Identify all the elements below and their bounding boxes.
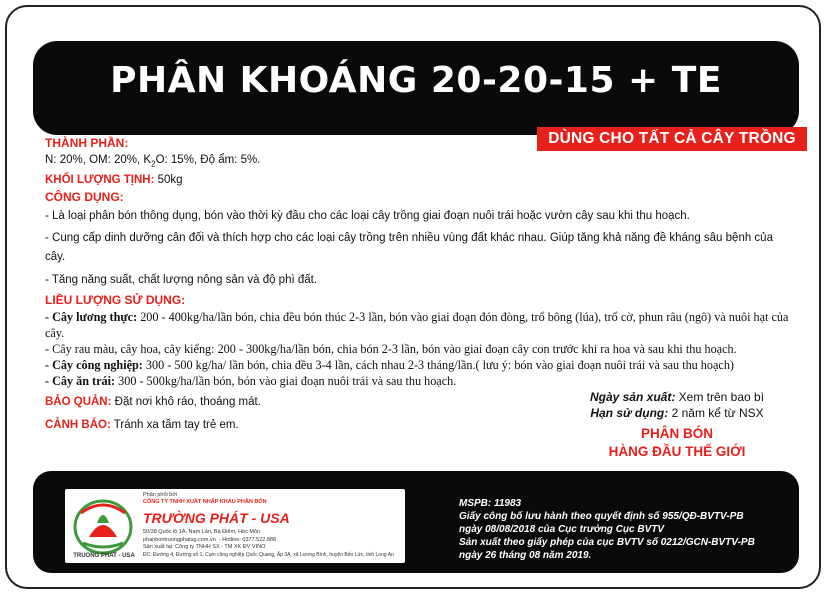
product-label [5, 5, 821, 589]
side-info [562, 389, 792, 461]
warning: CẢNH BÁO: Tránh xa tầm tay trẻ em. [45, 419, 239, 432]
title-band [33, 41, 799, 135]
company-web [143, 537, 276, 543]
reg-line: MSPB: 11983 [459, 498, 522, 509]
company-logo-icon [71, 493, 135, 557]
composition-heading: THÀNH PHẦN: [45, 136, 129, 150]
producer: Sản xuất tại: Công ty TNHH SX - TM XK ĐV VINO [143, 544, 266, 550]
dosage-item: - Cây ăn trái: 300 - 500kg/ha/lần bón, bón vào giai đoạn nuôi trái và sau thu hoạch. [45, 373, 457, 388]
website-link[interactable]: phanbontruongphatsg.com.vn [143, 537, 216, 543]
reg-line: ngày 08/08/2018 của Cục trưởng Cục BVTV [459, 524, 665, 535]
reg-line: Giấy công bố lưu hành theo quyết định số 955/QĐ-BVTV-PB [459, 511, 744, 522]
company-contact: 50/38 Quốc lộ 1A, Nam Lân, Bà Điểm, Hóc Môn [143, 529, 261, 535]
reg-line: ngày 26 tháng 08 năm 2019. [459, 550, 592, 561]
use-item: - Cung cấp dinh dưỡng cân đối và thích hợp cho các loại cây trồng trên nhiều vùng đất khác nhau. Giúp tăng khả năng đề kháng sâu bệnh của cây. [45, 232, 773, 264]
dosage-item: - Cây lương thực: 200 - 400kg/ha/lần bón, chia đều bón thúc 2-3 lần, bón vào giai đoạn đón đòng, trổ bông (lúa), trổ cờ, phun râu (ngô) và nuôi hạt của cây. [45, 309, 789, 340]
expiry: Hạn sử dụng: 2 năm kể từ NSX [590, 406, 764, 420]
manufacture-date: Ngày sản xuất: Xem trên bao bì [589, 390, 765, 404]
factory-address: ĐC: Đường 4, Đường số 1, Cụm công nghiệp Quốc Quang, Ấp 3A, xã Lương Bình, huyện Bến Lức, tỉnh Long An [143, 552, 394, 558]
uses-heading: CÔNG DỤNG: [45, 189, 124, 204]
usage-banner: DÙNG CHO TẤT CẢ CÂY TRỒNG [537, 127, 807, 151]
distributor-label: Phân phối bởi [143, 492, 178, 498]
company-box [65, 489, 405, 563]
company-name: CÔNG TY TNHH XUẤT NHẬP KHẨU PHÂN BÓN [143, 499, 267, 505]
logo-caption: TRUONG PHAT - USA [73, 553, 135, 559]
hotline: - Hotline: 0377.522.888 [218, 537, 277, 543]
product-title: PHÂN KHOÁNG 20-20-15 + TE [110, 60, 722, 101]
registration-info [459, 497, 755, 562]
use-item: - Tăng năng suất, chất lượng nông sản và độ phì đất. [45, 274, 318, 287]
slogan-line-2: HÀNG ĐẦU THẾ GIỚI [608, 444, 746, 459]
dosage-item: - Cây rau màu, cây hoa, cây kiểng: 200 - 300kg/ha/lần bón, chia bón 2-3 lần, bón vào giai đoạn cây con trước khi ra hoa và sau khi thu hoạch. [45, 341, 737, 356]
reg-line: Sản xuất theo giấy phép của cục BVTV số 0212/GCN-BVTV-PB [459, 537, 755, 548]
slogan-line-1: PHÂN BÓN [640, 426, 713, 441]
dosage-item: - Cây công nghiệp: 300 - 500 kg/ha/ lần bón, chia đều 3-4 lần, cách nhau 2-3 tháng/lần.( lưu ý: bón vào giai đoạn nuôi trái và sau thu hoạch) [45, 357, 734, 372]
footer-band [33, 471, 799, 573]
use-item: - Là loại phân bón thông dụng, bón vào thời kỳ đầu cho các loại cây trồng giai đoạn nuôi trái hoặc vườn cây sau khi thu hoạch. [45, 210, 690, 223]
dosage-heading: LIỀU LƯỢNG SỬ DỤNG: [45, 293, 186, 308]
composition-value: N: 20%, OM: 20%, $K_2O$: 15%, Độ ẩm: 5%. [45, 153, 261, 168]
storage: BẢO QUẢN: Đặt nơi khô ráo, thoáng mát. [45, 395, 261, 408]
net-weight: KHỐI LƯỢNG TỊNH: 50kg [45, 174, 183, 187]
brand-name: TRƯỜNG PHÁT - USA [143, 510, 290, 526]
